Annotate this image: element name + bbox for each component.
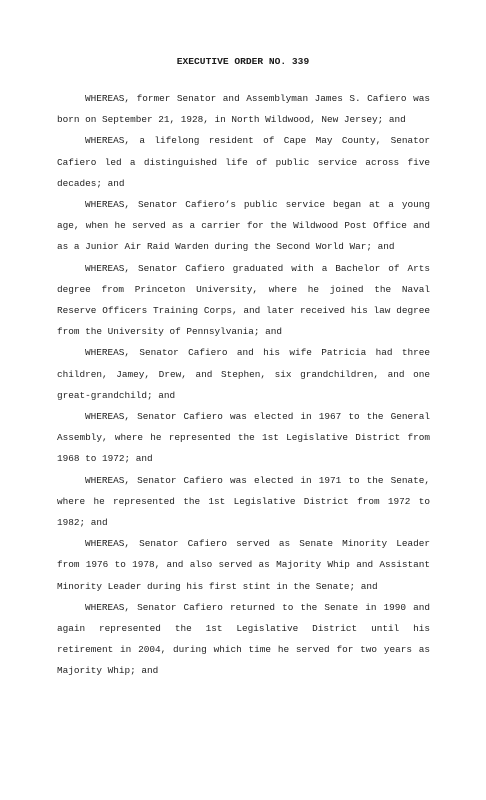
paragraph: WHEREAS, Senator Cafiero and his wife Patricia had three children, Jamey, Drew, and Stephen, six grandchildren, and one great-grandchild; and bbox=[57, 347, 430, 401]
paragraph: WHEREAS, Senator Cafiero was elected in 1971 to the Senate, where he represented the 1st Legislative District from 1972 to 1982; and bbox=[57, 474, 430, 529]
paragraph: WHEREAS, a lifelong resident of Cape May County, Senator Cafiero led a distinguished life of public service across five decades; and bbox=[57, 135, 430, 189]
paragraph: WHEREAS, Senator Cafiero graduated with a Bachelor of Arts degree from Princeton University, where he joined the Naval Reserve Officers Training Corps, and later received his law degree from the University of Pennsylvania; and bbox=[57, 262, 430, 338]
document-title: EXECUTIVE ORDER NO. 339 bbox=[176, 56, 310, 67]
document-body bbox=[57, 88, 430, 682]
paragraph: WHEREAS, Senator Cafiero’s public service began at a young age, when he served as a carrier for the Wildwood Post Office and as a Junior Air Raid Warden during the Second World War; and bbox=[57, 199, 430, 253]
paragraph: WHEREAS, Senator Cafiero served as Senate Minority Leader from 1976 to 1978, and also served as Majority Whip and Assistant Minority Leader during his first stint in the Senate; and bbox=[57, 538, 430, 592]
paragraph: WHEREAS, Senator Cafiero returned to the Senate in 1990 and again represented the 1st Legislative District until his retirement in 2004, during which time he served for two years as Majority Whip; and bbox=[57, 601, 430, 677]
paragraph: WHEREAS, Senator Cafiero was elected in 1967 to the General Assembly, where he represented the 1st Legislative District from 1968 to 1972; and bbox=[57, 411, 430, 465]
paragraph: WHEREAS, former Senator and Assemblyman James S. Cafiero was born on September 21, 1928, in North Wildwood, New Jersey; and bbox=[57, 93, 430, 126]
